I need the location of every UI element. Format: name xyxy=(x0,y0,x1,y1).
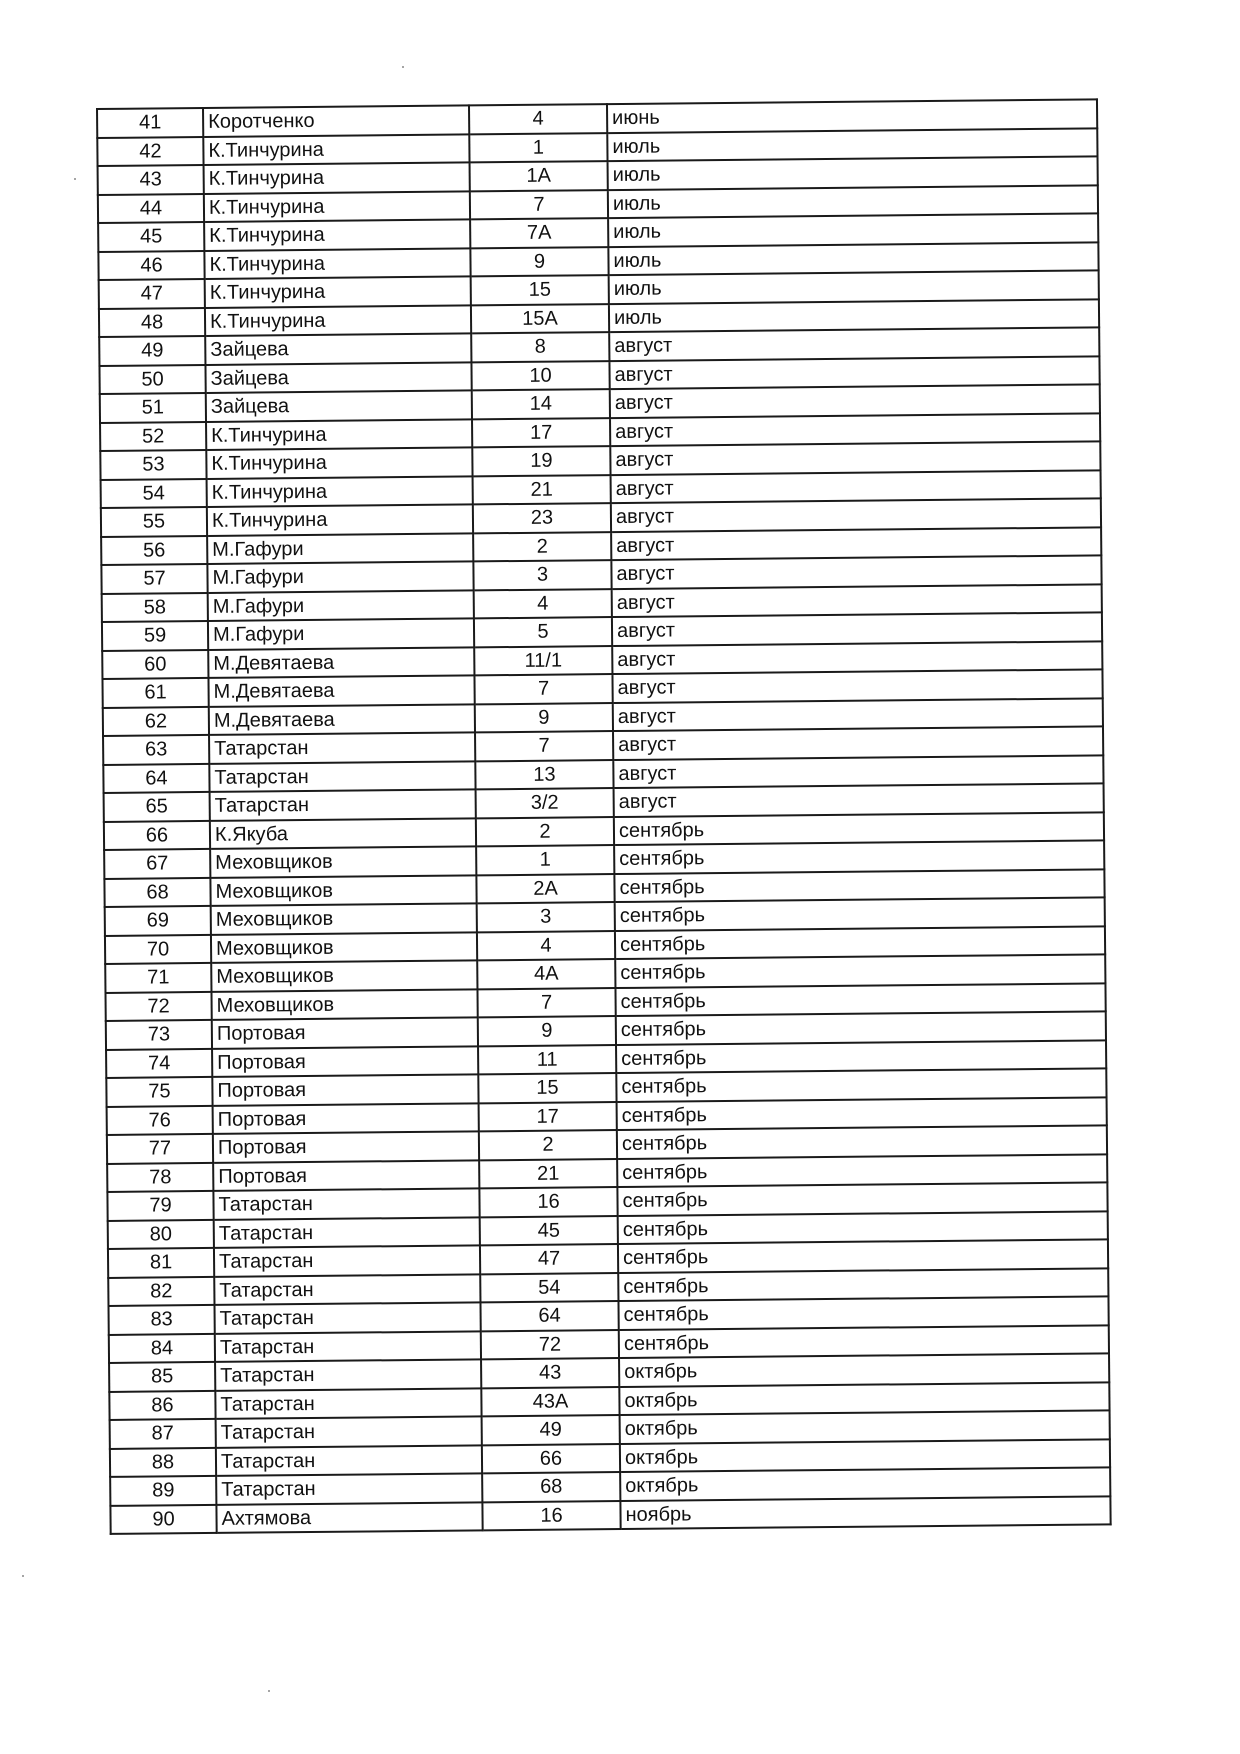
row-number-cell: 85 xyxy=(109,1362,215,1392)
street-cell: Меховщиков xyxy=(211,989,477,1020)
street-cell: М.Гафури xyxy=(208,618,474,649)
street-cell: К.Тинчурина xyxy=(205,305,471,336)
row-number-cell: 81 xyxy=(108,1248,214,1278)
street-cell: Меховщиков xyxy=(211,960,477,991)
street-cell: М.Девятаева xyxy=(208,647,474,678)
street-cell: К.Тинчурина xyxy=(204,248,470,279)
street-cell: Татарстан xyxy=(216,1473,482,1504)
row-number-cell: 80 xyxy=(108,1219,214,1249)
house-number-cell: 11/1 xyxy=(474,646,612,676)
street-cell: М.Гафури xyxy=(207,533,473,564)
row-number-cell: 55 xyxy=(101,507,207,537)
house-number-cell: 2 xyxy=(473,532,611,562)
row-number-cell: 63 xyxy=(103,735,209,765)
month-cell: август xyxy=(613,698,1103,731)
house-number-cell: 66 xyxy=(482,1444,620,1474)
street-cell: Татарстан xyxy=(215,1331,481,1362)
street-cell: Татарстан xyxy=(209,732,475,763)
street-cell: Татарстан xyxy=(214,1245,480,1276)
row-number-cell: 71 xyxy=(105,963,211,993)
month-cell: август xyxy=(611,555,1101,588)
row-number-cell: 61 xyxy=(102,678,208,708)
row-number-cell: 50 xyxy=(99,364,205,394)
row-number-cell: 42 xyxy=(97,136,203,166)
month-cell: август xyxy=(611,498,1101,531)
house-number-cell: 54 xyxy=(480,1273,618,1303)
row-number-cell: 66 xyxy=(104,820,210,850)
month-cell: сентябрь xyxy=(618,1296,1108,1329)
month-cell: август xyxy=(613,755,1103,788)
month-cell: июль xyxy=(608,242,1098,275)
row-number-cell: 84 xyxy=(109,1333,215,1363)
month-cell: сентябрь xyxy=(618,1268,1108,1301)
scan-speck xyxy=(74,178,76,180)
row-number-cell: 62 xyxy=(103,706,209,736)
house-number-cell: 3 xyxy=(477,902,615,932)
month-cell: август xyxy=(609,327,1099,360)
row-number-cell: 43 xyxy=(98,165,204,195)
house-number-cell: 1 xyxy=(476,845,614,875)
month-cell: октябрь xyxy=(619,1382,1109,1415)
month-cell: октябрь xyxy=(620,1467,1110,1500)
row-number-cell: 86 xyxy=(109,1390,215,1420)
month-cell: август xyxy=(609,356,1099,389)
house-number-cell: 1А xyxy=(470,161,608,191)
row-number-cell: 79 xyxy=(107,1191,213,1221)
house-number-cell: 9 xyxy=(475,703,613,733)
row-number-cell: 76 xyxy=(107,1105,213,1135)
month-cell: сентябрь xyxy=(618,1211,1108,1244)
house-number-cell: 3 xyxy=(473,560,611,590)
month-cell: сентябрь xyxy=(617,1182,1107,1215)
row-number-cell: 73 xyxy=(106,1020,212,1050)
row-number-cell: 90 xyxy=(110,1504,216,1534)
month-cell: сентябрь xyxy=(614,812,1104,845)
house-number-cell: 4А xyxy=(477,959,615,989)
street-cell: М.Девятаева xyxy=(209,704,475,735)
house-number-cell: 68 xyxy=(482,1472,620,1502)
house-number-cell: 15 xyxy=(478,1073,616,1103)
row-number-cell: 59 xyxy=(102,621,208,651)
house-number-cell: 7 xyxy=(470,190,608,220)
row-number-cell: 46 xyxy=(98,250,204,280)
house-number-cell: 7А xyxy=(470,218,608,248)
month-cell: сентябрь xyxy=(616,1068,1106,1101)
month-cell: август xyxy=(610,441,1100,474)
row-number-cell: 54 xyxy=(101,478,207,508)
scan-speck xyxy=(402,66,404,68)
house-number-cell: 64 xyxy=(480,1301,618,1331)
street-cell: М.Девятаева xyxy=(208,675,474,706)
month-cell: июнь xyxy=(607,99,1097,132)
month-cell: октябрь xyxy=(620,1439,1110,1472)
house-number-cell: 11 xyxy=(478,1045,616,1075)
street-cell: Портовая xyxy=(212,1017,478,1048)
house-number-cell: 9 xyxy=(478,1016,616,1046)
street-cell: К.Тинчурина xyxy=(207,504,473,535)
schedule-table xyxy=(96,98,1112,1535)
month-cell: ноябрь xyxy=(620,1496,1110,1529)
month-cell: сентябрь xyxy=(614,869,1104,902)
row-number-cell: 70 xyxy=(105,934,211,964)
month-cell: сентябрь xyxy=(616,1011,1106,1044)
row-number-cell: 77 xyxy=(107,1134,213,1164)
street-cell: М.Гафури xyxy=(207,561,473,592)
street-cell: Зайцева xyxy=(205,333,471,364)
house-number-cell: 17 xyxy=(472,418,610,448)
street-cell: К.Тинчурина xyxy=(206,447,472,478)
street-cell: Портовая xyxy=(212,1074,478,1105)
month-cell: сентябрь xyxy=(614,840,1104,873)
street-cell: Портовая xyxy=(213,1103,479,1134)
month-cell: сентябрь xyxy=(617,1125,1107,1158)
row-number-cell: 49 xyxy=(99,336,205,366)
month-cell: июль xyxy=(608,213,1098,246)
row-number-cell: 89 xyxy=(110,1476,216,1506)
row-number-cell: 67 xyxy=(104,849,210,879)
street-cell: К.Тинчурина xyxy=(204,219,470,250)
month-cell: август xyxy=(611,470,1101,503)
month-cell: сентябрь xyxy=(619,1325,1109,1358)
row-number-cell: 72 xyxy=(105,991,211,1021)
month-cell: сентябрь xyxy=(616,1040,1106,1073)
house-number-cell: 43А xyxy=(481,1387,619,1417)
street-cell: Зайцева xyxy=(206,390,472,421)
house-number-cell: 43 xyxy=(481,1358,619,1388)
scan-speck xyxy=(268,1690,270,1692)
house-number-cell: 7 xyxy=(474,674,612,704)
month-cell: август xyxy=(612,641,1102,674)
street-cell: Меховщиков xyxy=(211,903,477,934)
street-cell: Коротченко xyxy=(203,105,469,136)
row-number-cell: 75 xyxy=(106,1077,212,1107)
street-cell: Татарстан xyxy=(213,1188,479,1219)
house-number-cell: 2 xyxy=(476,817,614,847)
street-cell: К.Тинчурина xyxy=(204,191,470,222)
house-number-cell: 2 xyxy=(479,1130,617,1160)
street-cell: К.Тинчурина xyxy=(204,162,470,193)
schedule-table-body xyxy=(97,99,1111,1534)
house-number-cell: 49 xyxy=(482,1415,620,1445)
street-cell: Портовая xyxy=(213,1160,479,1191)
house-number-cell: 23 xyxy=(473,503,611,533)
street-cell: Портовая xyxy=(212,1046,478,1077)
month-cell: июль xyxy=(609,299,1099,332)
street-cell: Татарстан xyxy=(214,1302,480,1333)
house-number-cell: 17 xyxy=(479,1102,617,1132)
house-number-cell: 4 xyxy=(474,589,612,619)
scan-speck xyxy=(22,1575,24,1577)
row-number-cell: 68 xyxy=(104,877,210,907)
house-number-cell: 8 xyxy=(471,332,609,362)
month-cell: август xyxy=(612,612,1102,645)
row-number-cell: 60 xyxy=(102,649,208,679)
month-cell: сентябрь xyxy=(615,983,1105,1016)
house-number-cell: 5 xyxy=(474,617,612,647)
street-cell: Зайцева xyxy=(205,362,471,393)
row-number-cell: 64 xyxy=(103,763,209,793)
row-number-cell: 58 xyxy=(102,592,208,622)
house-number-cell: 19 xyxy=(472,446,610,476)
house-number-cell: 13 xyxy=(475,760,613,790)
house-number-cell: 7 xyxy=(477,988,615,1018)
house-number-cell: 14 xyxy=(472,389,610,419)
street-cell: Татарстан xyxy=(215,1388,481,1419)
month-cell: июль xyxy=(607,128,1097,161)
month-cell: август xyxy=(610,384,1100,417)
row-number-cell: 87 xyxy=(110,1419,216,1449)
street-cell: М.Гафури xyxy=(208,590,474,621)
month-cell: август xyxy=(613,726,1103,759)
month-cell: июль xyxy=(608,185,1098,218)
street-cell: К.Тинчурина xyxy=(205,276,471,307)
row-number-cell: 45 xyxy=(98,222,204,252)
street-cell: К.Тинчурина xyxy=(206,419,472,450)
street-cell: Меховщиков xyxy=(210,846,476,877)
row-number-cell: 48 xyxy=(99,307,205,337)
row-number-cell: 57 xyxy=(101,564,207,594)
row-number-cell: 52 xyxy=(100,421,206,451)
house-number-cell: 21 xyxy=(473,475,611,505)
month-cell: август xyxy=(611,527,1101,560)
row-number-cell: 78 xyxy=(107,1162,213,1192)
row-number-cell: 69 xyxy=(105,906,211,936)
row-number-cell: 51 xyxy=(100,393,206,423)
row-number-cell: 41 xyxy=(97,108,203,138)
row-number-cell: 74 xyxy=(106,1048,212,1078)
month-cell: август xyxy=(612,584,1102,617)
month-cell: август xyxy=(610,413,1100,446)
house-number-cell: 47 xyxy=(480,1244,618,1274)
street-cell: Татарстан xyxy=(216,1416,482,1447)
month-cell: август xyxy=(612,669,1102,702)
street-cell: Ахтямова xyxy=(216,1502,482,1533)
month-cell: сентябрь xyxy=(615,897,1105,930)
street-cell: Татарстан xyxy=(216,1445,482,1476)
house-number-cell: 1 xyxy=(469,133,607,163)
house-number-cell: 7 xyxy=(475,731,613,761)
month-cell: август xyxy=(614,783,1104,816)
month-cell: сентябрь xyxy=(615,926,1105,959)
month-cell: сентябрь xyxy=(617,1097,1107,1130)
street-cell: Татарстан xyxy=(209,761,475,792)
street-cell: К.Тинчурина xyxy=(207,476,473,507)
house-number-cell: 45 xyxy=(480,1216,618,1246)
row-number-cell: 44 xyxy=(98,193,204,223)
row-number-cell: 82 xyxy=(108,1276,214,1306)
house-number-cell: 4 xyxy=(477,931,615,961)
house-number-cell: 10 xyxy=(471,361,609,391)
street-cell: Татарстан xyxy=(214,1274,480,1305)
street-cell: Портовая xyxy=(213,1131,479,1162)
street-cell: Татарстан xyxy=(215,1359,481,1390)
house-number-cell: 15 xyxy=(471,275,609,305)
row-number-cell: 83 xyxy=(108,1305,214,1335)
row-number-cell: 53 xyxy=(100,450,206,480)
house-number-cell: 9 xyxy=(470,247,608,277)
house-number-cell: 2А xyxy=(476,874,614,904)
row-number-cell: 88 xyxy=(110,1447,216,1477)
house-number-cell: 72 xyxy=(481,1330,619,1360)
house-number-cell: 3/2 xyxy=(476,788,614,818)
month-cell: октябрь xyxy=(619,1353,1109,1386)
street-cell: Меховщиков xyxy=(211,932,477,963)
house-number-cell: 15А xyxy=(471,304,609,334)
street-cell: Татарстан xyxy=(210,789,476,820)
scanned-page xyxy=(96,99,1070,1535)
street-cell: Меховщиков xyxy=(210,875,476,906)
street-cell: К.Якуба xyxy=(210,818,476,849)
month-cell: июль xyxy=(608,156,1098,189)
street-cell: К.Тинчурина xyxy=(203,134,469,165)
row-number-cell: 56 xyxy=(101,535,207,565)
street-cell: Татарстан xyxy=(214,1217,480,1248)
month-cell: июль xyxy=(609,270,1099,303)
house-number-cell: 16 xyxy=(482,1501,620,1531)
row-number-cell: 65 xyxy=(104,792,210,822)
month-cell: октябрь xyxy=(620,1410,1110,1443)
house-number-cell: 21 xyxy=(479,1159,617,1189)
month-cell: сентябрь xyxy=(617,1154,1107,1187)
month-cell: сентябрь xyxy=(618,1239,1108,1272)
month-cell: сентябрь xyxy=(615,954,1105,987)
house-number-cell: 16 xyxy=(479,1187,617,1217)
house-number-cell: 4 xyxy=(469,104,607,134)
row-number-cell: 47 xyxy=(99,279,205,309)
